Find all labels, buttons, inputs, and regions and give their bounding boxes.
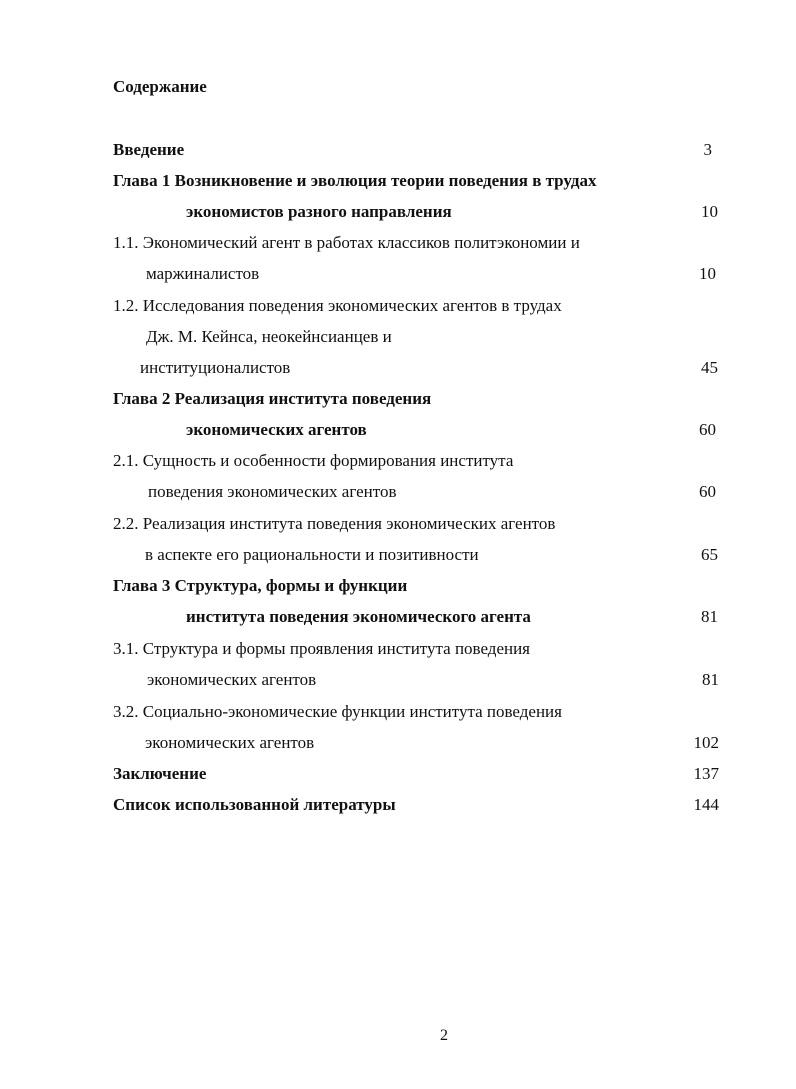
toc-entry-page: 65 [701,545,718,564]
toc-entry-page: 81 [701,607,718,626]
toc-entry-page: 60 [699,482,716,501]
toc-entry-page: 144 [693,795,719,814]
toc-entry-title-line-1: 3.2. Социально-экономические функции института поведения [113,702,562,721]
toc-entry-title: Заключение [113,764,207,783]
toc-entry-title-line-1: Глава 2 Реализация института поведения [113,389,432,408]
toc-entry-title-line-2: маржиналистов [146,264,260,283]
toc-entry-title-line-2: в аспекте его рациональности и позитивности [145,545,479,564]
toc-entry-title: Введение [113,140,185,159]
toc-entry-title-line-1: 3.1. Структура и формы проявления института поведения [113,639,530,658]
toc-entry-title-line-1: 1.1. Экономический агент в работах классиков политэкономии и [113,233,580,252]
toc-entry-title: Список использованной литературы [113,795,396,814]
toc-entry-title-line-1: 2.1. Сущность и особенности формирования института [113,451,514,470]
toc-entry-page: 45 [701,358,718,377]
toc-entry-title-line-2: поведения экономических агентов [148,482,397,501]
toc-entry-page: 102 [693,733,719,752]
toc-entry-page: 10 [701,202,718,221]
toc-entry-page: 10 [699,264,716,283]
page-title: Содержание [113,77,207,96]
toc-entry-title-line-2: экономических агентов [147,670,317,689]
toc-entry-page: 81 [702,670,719,689]
toc-entry-title-line-2: Дж. М. Кейнса, неокейнсианцев и [146,327,392,346]
toc-entry-title-line-1: 1.2. Исследования поведения экономических агентов в трудах [113,296,562,315]
toc-entry-title-line-3: институционалистов [140,358,291,377]
toc-entry-title-line-2: института поведения экономического агента [186,607,531,626]
toc-entry-page: 3 [703,140,712,159]
toc-entry-page: 60 [699,420,716,439]
toc-entry-title-line-1: 2.2. Реализация института поведения экономических агентов [113,514,556,533]
toc-entry-title-line-2: экономических агентов [186,420,367,439]
toc-entry-title-line-1: Глава 3 Структура, формы и функции [113,576,408,595]
toc-entry-title-line-2: экономистов разного направления [186,202,452,221]
page-number: 2 [440,1027,448,1044]
toc-entry-page: 137 [693,764,719,783]
toc-entry-title-line-2: экономических агентов [145,733,315,752]
toc-entry-title-line-1: Глава 1 Возникновение и эволюция теории поведения в трудах [113,171,597,190]
